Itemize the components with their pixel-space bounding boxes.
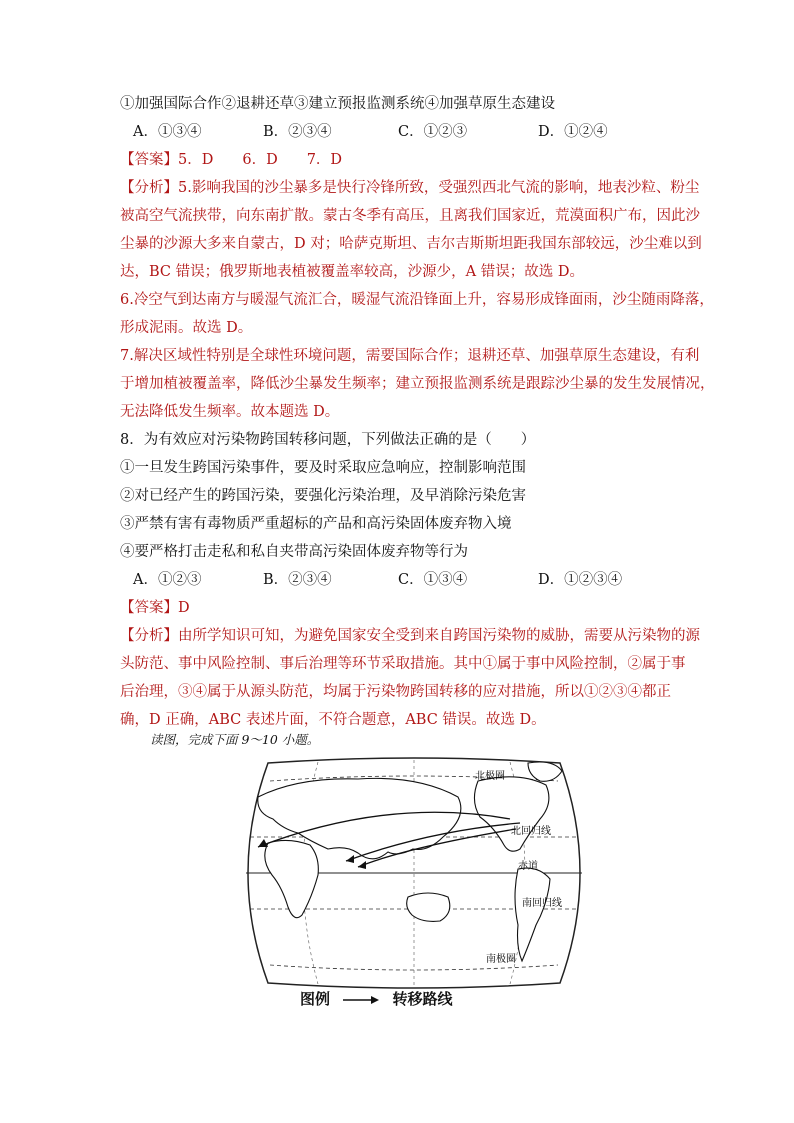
answer-text: 5．D 6．D 7．D: [178, 152, 343, 168]
analysis-line-3: 达，BC 错误；俄罗斯地表植被覆盖率较高，沙源少，A 错误；故选 D。: [120, 264, 584, 280]
analysis-text: 5.影响我国的沙尘暴多是快行冷锋所致，受强烈西北气流的影响，地表沙粒、粉尘: [178, 180, 700, 196]
world-map: [228, 757, 600, 989]
q7-items: ①加强国际合作②退耕还草③建立预报监测系统④加强草原生态建设: [120, 96, 555, 112]
q8-stem: 8．为有效应对污染物跨国转移问题，下列做法正确的是（ ）: [120, 432, 536, 448]
q7-option-b: B．②③④: [263, 124, 332, 140]
label-tropic-south: 南回归线: [522, 898, 562, 909]
q7-option-a: A．①③④: [133, 124, 202, 140]
analysis2-line-1: 头防范、事中风险控制、事后治理等环节采取措施。其中①属于事中风险控制，②属于事: [120, 656, 686, 672]
analysis-line-7: 于增加植被覆盖率，降低沙尘暴发生频率；建立预报监测系统是跟踪沙尘暴的发生发展情况，: [120, 376, 715, 392]
label-arctic: 北极圈: [475, 771, 505, 782]
analysis-line-1: 被高空气流挟带，向东南扩散。蒙古冬季有高压，且离我们国家近，荒漠面积广布，因此沙: [120, 208, 700, 224]
analysis2-tag: 【分析】: [120, 628, 178, 644]
answer2-tag: 【答案】: [120, 600, 178, 616]
legend-arrow-icon: [341, 995, 381, 1005]
analysis-tag: 【分析】: [120, 180, 178, 196]
q7-option-d: D．①②④: [538, 124, 608, 140]
q8-item-1: ①一旦发生跨国污染事件，要及时采取应急响应，控制影响范围: [120, 460, 526, 476]
q7-option-c: C．①②③: [398, 124, 468, 140]
answer-line-1: [120, 150, 342, 170]
label-tropic-north: 北回归线: [511, 826, 551, 837]
answer2-text: D: [178, 600, 190, 616]
analysis-line-4: 6.冷空气到达南方与暖湿气流汇合，暖湿气流沿锋面上升，容易形成锋面雨，沙尘随雨降落，: [120, 292, 714, 308]
q8-option-d: D．①②③④: [538, 572, 623, 588]
analysis-line-5: 形成泥雨。故选 D。: [120, 320, 253, 336]
analysis-line-0: [120, 178, 699, 198]
q8-option-b: B．②③④: [263, 572, 332, 588]
q8-option-a: A．①②③: [133, 572, 202, 588]
analysis2-line-2: 后治理，③④属于从源头防范，均属于污染物跨国转移的应对措施，所以①②③④都正: [120, 684, 671, 700]
analysis-line-8: 无法降低发生频率。故本题选 D。: [120, 404, 340, 420]
analysis2-line-0: [120, 626, 700, 646]
q8-item-2: ②对已经产生的跨国污染，要强化污染治理，及早消除污染危害: [120, 488, 526, 504]
map-legend: [300, 988, 453, 1009]
label-antarctic: 南极圈: [486, 954, 516, 965]
q8-item-4: ④要严格打击走私和私自夹带高污染固体废弃物等行为: [120, 544, 468, 560]
analysis-line-6: 7.解决区域性特别是全球性环境问题，需要国际合作；退耕还草、加强草原生态建设，有利: [120, 348, 700, 364]
world-map-svg: [228, 757, 600, 989]
answer-tag: 【答案】: [120, 152, 178, 168]
q8-option-c: C．①③④: [398, 572, 468, 588]
analysis-line-2: 尘暴的沙源大多来自蒙古，D 对；哈萨克斯坦、吉尔吉斯斯坦距我国东部较远，沙尘难以到: [120, 236, 702, 252]
analysis2-text: 由所学知识可知，为避免国家安全受到来自跨国污染物的威胁，需要从污染物的源: [178, 628, 700, 644]
label-equator: 赤道: [518, 861, 538, 872]
answer-line-2: [120, 598, 190, 618]
analysis2-line-3: 确，D 正确，ABC 表述片面，不符合题意，ABC 错误。故选 D。: [120, 712, 546, 728]
q8-item-3: ③严禁有害有毒物质严重超标的产品和高污染固体废弃物入境: [120, 516, 512, 532]
legend-label: 图例: [300, 990, 331, 1008]
map-intro: 读图，完成下面 9～10 小题。: [150, 732, 320, 747]
legend-text: 转移路线: [392, 990, 453, 1008]
